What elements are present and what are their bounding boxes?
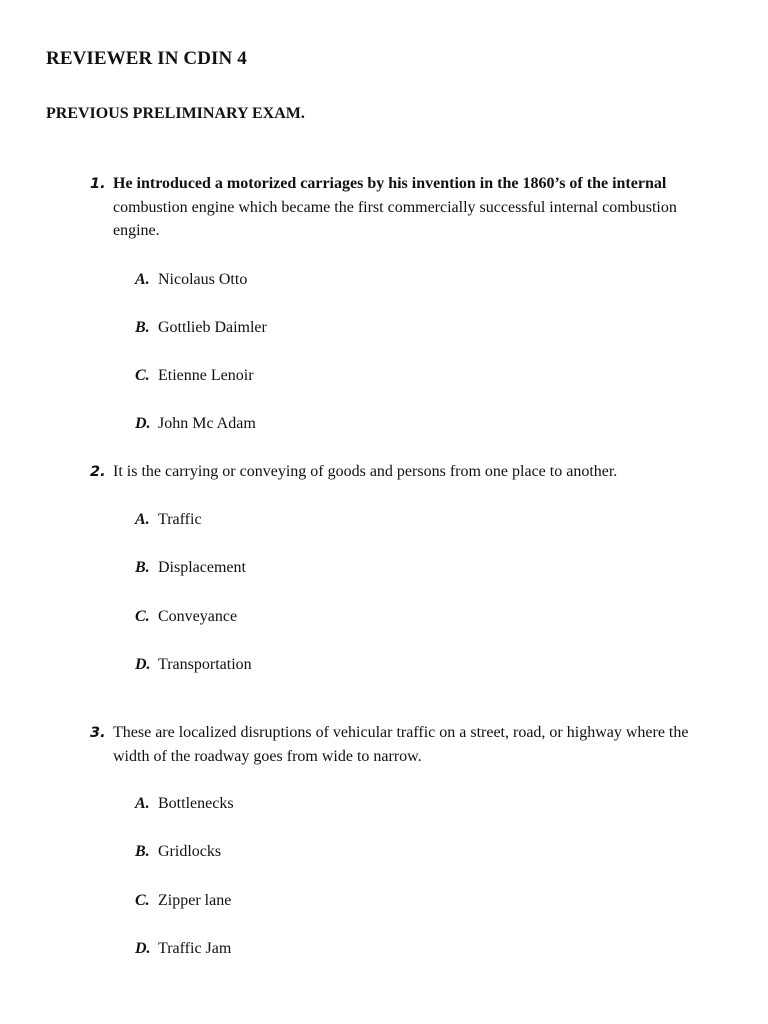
question-3 (90, 721, 730, 961)
option-letter: C. (135, 366, 150, 384)
question-number: 1. (90, 176, 106, 192)
question-text-rest: combustion engine which became the first commercially successful internal combustion engine. (113, 198, 677, 239)
option-text: Traffic Jam (158, 940, 232, 957)
option-b (135, 556, 730, 580)
option-letter: D. (135, 655, 151, 673)
option-letter: D. (135, 940, 151, 957)
option-a (135, 508, 730, 532)
question-text (113, 721, 725, 768)
option-c (135, 605, 730, 629)
question-text (113, 460, 725, 484)
option-text: John Mc Adam (158, 414, 256, 432)
option-a (135, 792, 730, 816)
option-a (135, 268, 730, 292)
option-text: Etienne Lenoir (158, 366, 254, 384)
question-text-rest: It is the carrying or conveying of goods and persons from one place to another. (113, 463, 618, 480)
option-d (135, 653, 730, 677)
option-text: Bottlenecks (158, 795, 234, 812)
option-d (135, 412, 730, 436)
option-text: Conveyance (158, 607, 238, 625)
option-c (135, 364, 730, 388)
option-text: Displacement (158, 558, 246, 576)
question-1 (90, 172, 730, 436)
document-title: REVIEWER IN CDIN 4 (46, 48, 247, 69)
question-number: 3. (90, 725, 106, 741)
question-text (113, 172, 725, 243)
option-letter: A. (135, 270, 150, 288)
question-text-lead: He introduced a motorized carriages by his invention in the 1860’s of the internal (113, 175, 667, 192)
option-letter: D. (135, 414, 151, 432)
option-d (135, 937, 730, 961)
option-letter: B. (135, 318, 150, 336)
answer-options (135, 268, 730, 436)
answer-options (135, 792, 730, 961)
option-b (135, 316, 730, 340)
option-letter: C. (135, 892, 150, 909)
option-b (135, 840, 730, 864)
document-subtitle: PREVIOUS PRELIMINARY EXAM. (46, 105, 305, 122)
option-letter: A. (135, 510, 150, 528)
question-2 (90, 460, 730, 677)
option-letter: B. (135, 843, 150, 860)
question-number: 2. (90, 464, 106, 480)
option-letter: B. (135, 558, 150, 576)
option-text: Gridlocks (158, 843, 222, 860)
option-text: Traffic (158, 510, 202, 528)
question-text-rest: These are localized disruptions of vehicular traffic on a street, road, or highway where the width of the roadway goes from wide to narrow. (113, 724, 689, 765)
option-text: Transportation (158, 655, 252, 673)
option-text: Zipper lane (158, 892, 232, 909)
option-c (135, 889, 730, 913)
option-letter: A. (135, 795, 150, 812)
option-text: Nicolaus Otto (158, 270, 248, 288)
option-text: Gottlieb Daimler (158, 318, 267, 336)
option-letter: C. (135, 607, 150, 625)
answer-options (135, 508, 730, 677)
